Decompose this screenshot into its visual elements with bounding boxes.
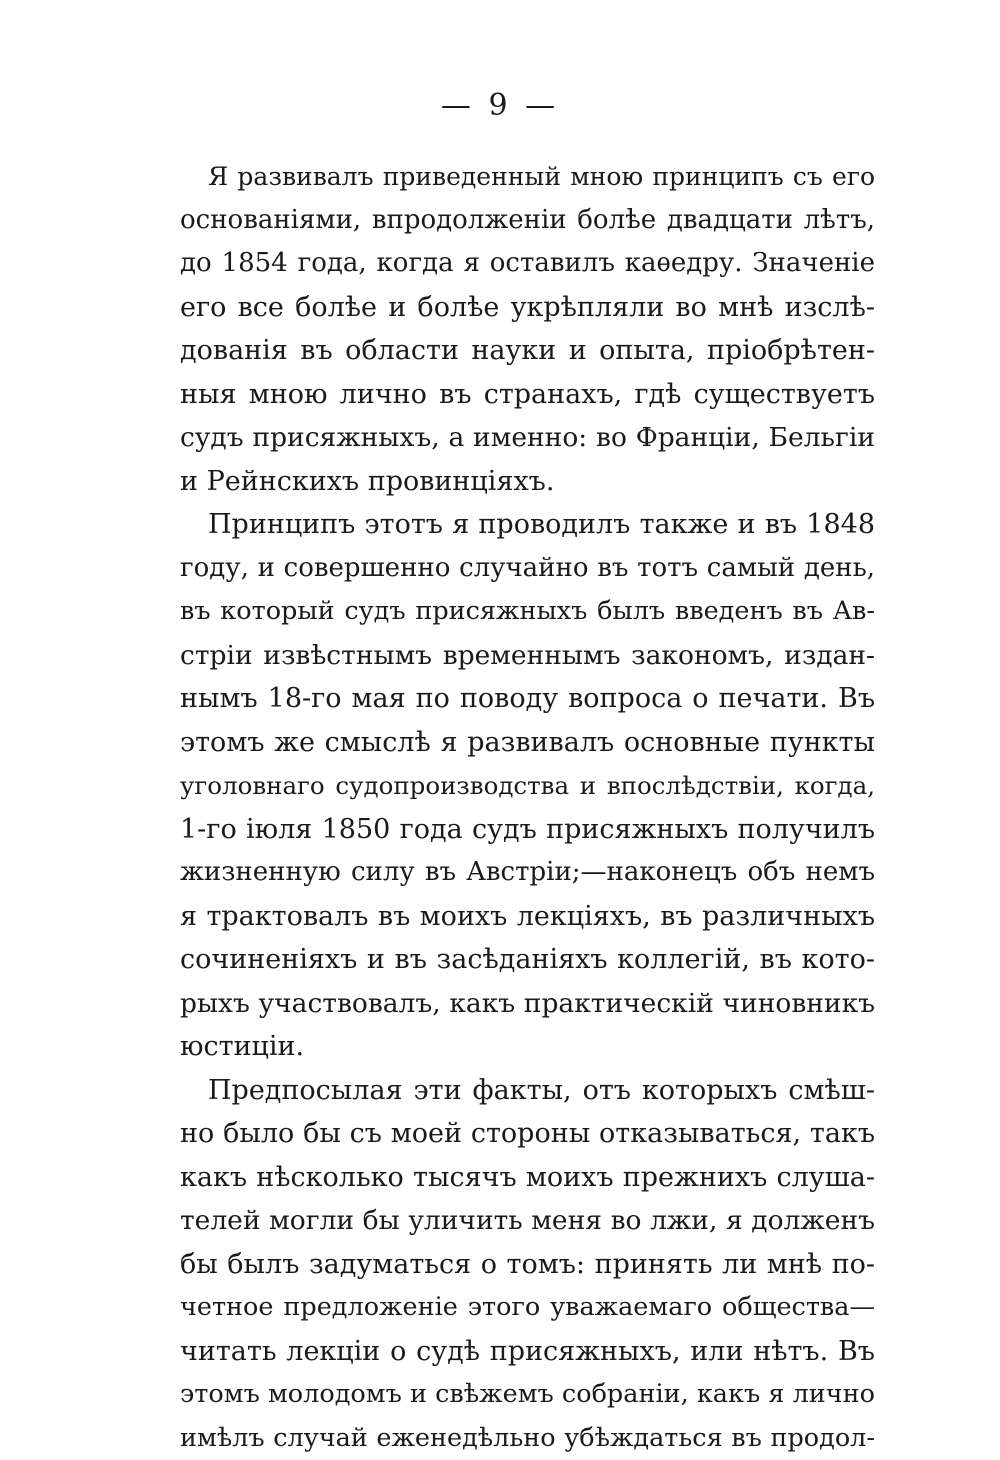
- text-line: его все болѣе и болѣе укрѣпляли во мнѣ изслѣ-: [180, 286, 875, 330]
- text-line: имѣлъ случай еженедѣльно убѣждаться въ продол-: [180, 1417, 875, 1460]
- text-line: Я развивалъ приведенный мною принципъ съ его: [180, 155, 875, 199]
- text-line: Предпосылая эти факты, отъ которыхъ смѣш-: [180, 1069, 875, 1113]
- text-line: и Рейнскихъ провинціяхъ.: [180, 460, 875, 504]
- text-line: судъ присяжныхъ, а именно: во Франціи, Бельгіи: [180, 416, 875, 460]
- text-line: ныя мною лично въ странахъ, гдѣ существуетъ: [180, 373, 875, 417]
- text-line: основаніями, впродолженіи болѣе двадцати лѣтъ,: [180, 199, 875, 243]
- paragraph-1: [180, 155, 875, 503]
- text-line: нымъ 18-го мая по поводу вопроса о печати. Въ: [180, 677, 875, 721]
- page-number: — 9 —: [0, 88, 1000, 123]
- text-line: стріи извѣстнымъ временнымъ закономъ, издан-: [180, 634, 875, 678]
- text-line: жизненную силу въ Австріи;—наконецъ объ немъ: [180, 851, 875, 895]
- text-line: но было бы съ моей стороны отказываться, такъ: [180, 1112, 875, 1156]
- text-line: до 1854 года, когда я оставилъ каѳедру. Значеніе: [180, 242, 875, 286]
- text-line: какъ нѣсколько тысячъ моихъ прежнихъ слуша-: [180, 1156, 875, 1200]
- text-line: читать лекціи о судѣ присяжныхъ, или нѣтъ. Въ: [180, 1330, 875, 1374]
- text-line: юстиціи.: [180, 1025, 875, 1069]
- text-line: телей могли бы уличить меня во лжи, я долженъ: [180, 1199, 875, 1243]
- text-line: этомъ молодомъ и свѣжемъ собраніи, какъ я лично: [180, 1373, 875, 1417]
- text-line: уголовнаго судопроизводства и впослѣдствіи, когда,: [180, 764, 875, 808]
- text-line: Принципъ этотъ я проводилъ также и въ 1848: [180, 503, 875, 547]
- text-line: этомъ же смыслѣ я развивалъ основные пункты: [180, 721, 875, 765]
- text-line: сочиненіяхъ и въ засѣданіяхъ коллегій, въ кото-: [180, 938, 875, 982]
- text-line: дованія въ области науки и опыта, пріобрѣтен-: [180, 329, 875, 373]
- text-line: 1-го іюля 1850 года судъ присяжныхъ получилъ: [180, 808, 875, 852]
- text-line: рыхъ участвовалъ, какъ практическій чиновникъ: [180, 982, 875, 1026]
- text-line: въ который судъ присяжныхъ былъ введенъ въ Ав-: [180, 590, 875, 634]
- text-line: четное предложеніе этого уважаемаго общества—: [180, 1286, 875, 1330]
- paragraph-3: [180, 1069, 875, 1460]
- paragraph-2: [180, 503, 875, 1069]
- text-line: бы былъ задуматься о томъ: принять ли мнѣ по-: [180, 1243, 875, 1287]
- text-line: я трактовалъ въ моихъ лекціяхъ, въ различныхъ: [180, 895, 875, 939]
- text-line: году, и совершенно случайно въ тотъ самый день,: [180, 547, 875, 591]
- body-text: [180, 155, 875, 1460]
